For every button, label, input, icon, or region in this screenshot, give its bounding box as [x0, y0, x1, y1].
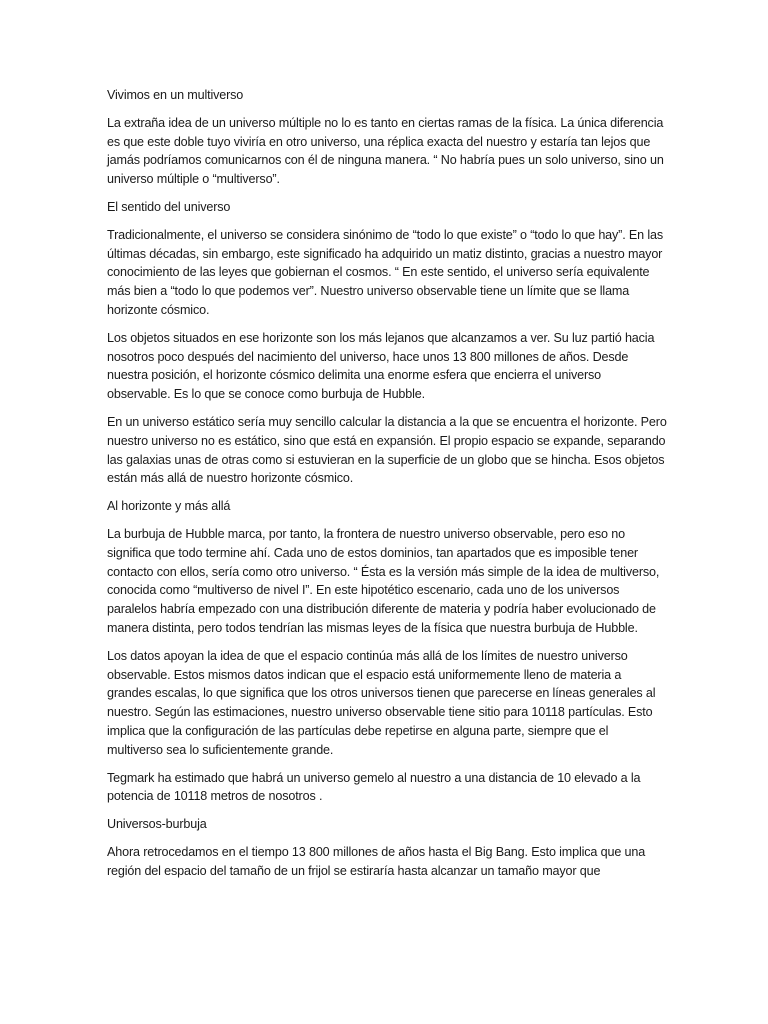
- paragraph: Tegmark ha estimado que habrá un universo gemelo al nuestro a una distancia de 10 elevado a la potencia de 10118 metros de nosotros .: [107, 770, 641, 804]
- paragraph: La burbuja de Hubble marca, por tanto, la frontera de nuestro universo observable, pero eso no significa que todo termine ahí. Cada uno de estos dominios, tan apartados que es imposible tener contacto con ellos, sería como otro universo. “ Ésta es la versión más simple de la idea de multiverso, conocida como “multiverso de nivel I”. En este hipotético escenario, cada uno de los universos paralelos habría empezado con una distribución diferente de materia y podría haber evolucionado de manera distinta, pero todos tendrían las mismas leyes de la física que nuestra burbuja de Hubble.: [107, 526, 660, 635]
- section-title: Al horizonte y más allá: [107, 499, 231, 514]
- paragraph: La extraña idea de un universo múltiple no lo es tanto en ciertas ramas de la física. La única diferencia es que este doble tuyo viviría en otro universo, una réplica exacta del nuestro y estaría tan lejos que jamás podríamos comunicarnos con él de ninguna manera. “ No habría pues un solo universo, sino un universo múltiple o “multiverso”.: [107, 115, 664, 187]
- paragraph: En un universo estático sería muy sencillo calcular la distancia a la que se encuentra el horizonte. Pero nuestro universo no es estático, sino que está en expansión. El propio espacio se expande, separando las galaxias unas de otras como si estuvieran en la superficie de un globo que se hincha. Esos objetos están más allá de nuestro horizonte cósmico.: [107, 414, 667, 486]
- section-title: Vivimos en un multiverso: [107, 88, 244, 102]
- document-page: [107, 86, 667, 889]
- paragraph: Ahora retrocedamos en el tiempo 13 800 millones de años hasta el Big Bang. Esto implica que una región del espacio del tamaño de un frijol se estiraría hasta alcanzar un tamaño mayor que: [107, 844, 646, 878]
- paragraph: Los objetos situados en ese horizonte son los más lejanos que alcanzamos a ver. Su luz partió hacia nosotros poco después del nacimiento del universo, hace unos 13 800 millones de años. Desde nuestra posición, el horizonte cósmico delimita una enorme esfera que encierra el universo observable. Es lo que se conoce como burbuja de Hubble.: [107, 330, 655, 402]
- section-title: Universos-burbuja: [107, 817, 207, 832]
- paragraph: Los datos apoyan la idea de que el espacio continúa más allá de los límites de nuestro universo observable. Estos mismos datos indican que el espacio está uniformemente lleno de materia a grandes escalas, lo que significa que los otros universos tienen que parecerse en líneas generales al nuestro. Según las estimaciones, nuestro universo observable tiene sitio para 10118 partículas. Esto implica que la configuración de las partículas debe repetirse en alguna parte, siempre que el multiverso sea lo suficientemente grande.: [107, 648, 656, 757]
- paragraph: Tradicionalmente, el universo se considera sinónimo de “todo lo que existe” o “todo lo que hay”. En las últimas décadas, sin embargo, este significado ha adquirido un matiz distinto, gracias a nuestro mayor conocimiento de las leyes que gobiernan el cosmos. “ En este sentido, el universo sería equivalente más bien a “todo lo que podemos ver”. Nuestro universo observable tiene un límite que se llama horizonte cósmico.: [107, 227, 664, 317]
- section-title: El sentido del universo: [107, 199, 231, 214]
